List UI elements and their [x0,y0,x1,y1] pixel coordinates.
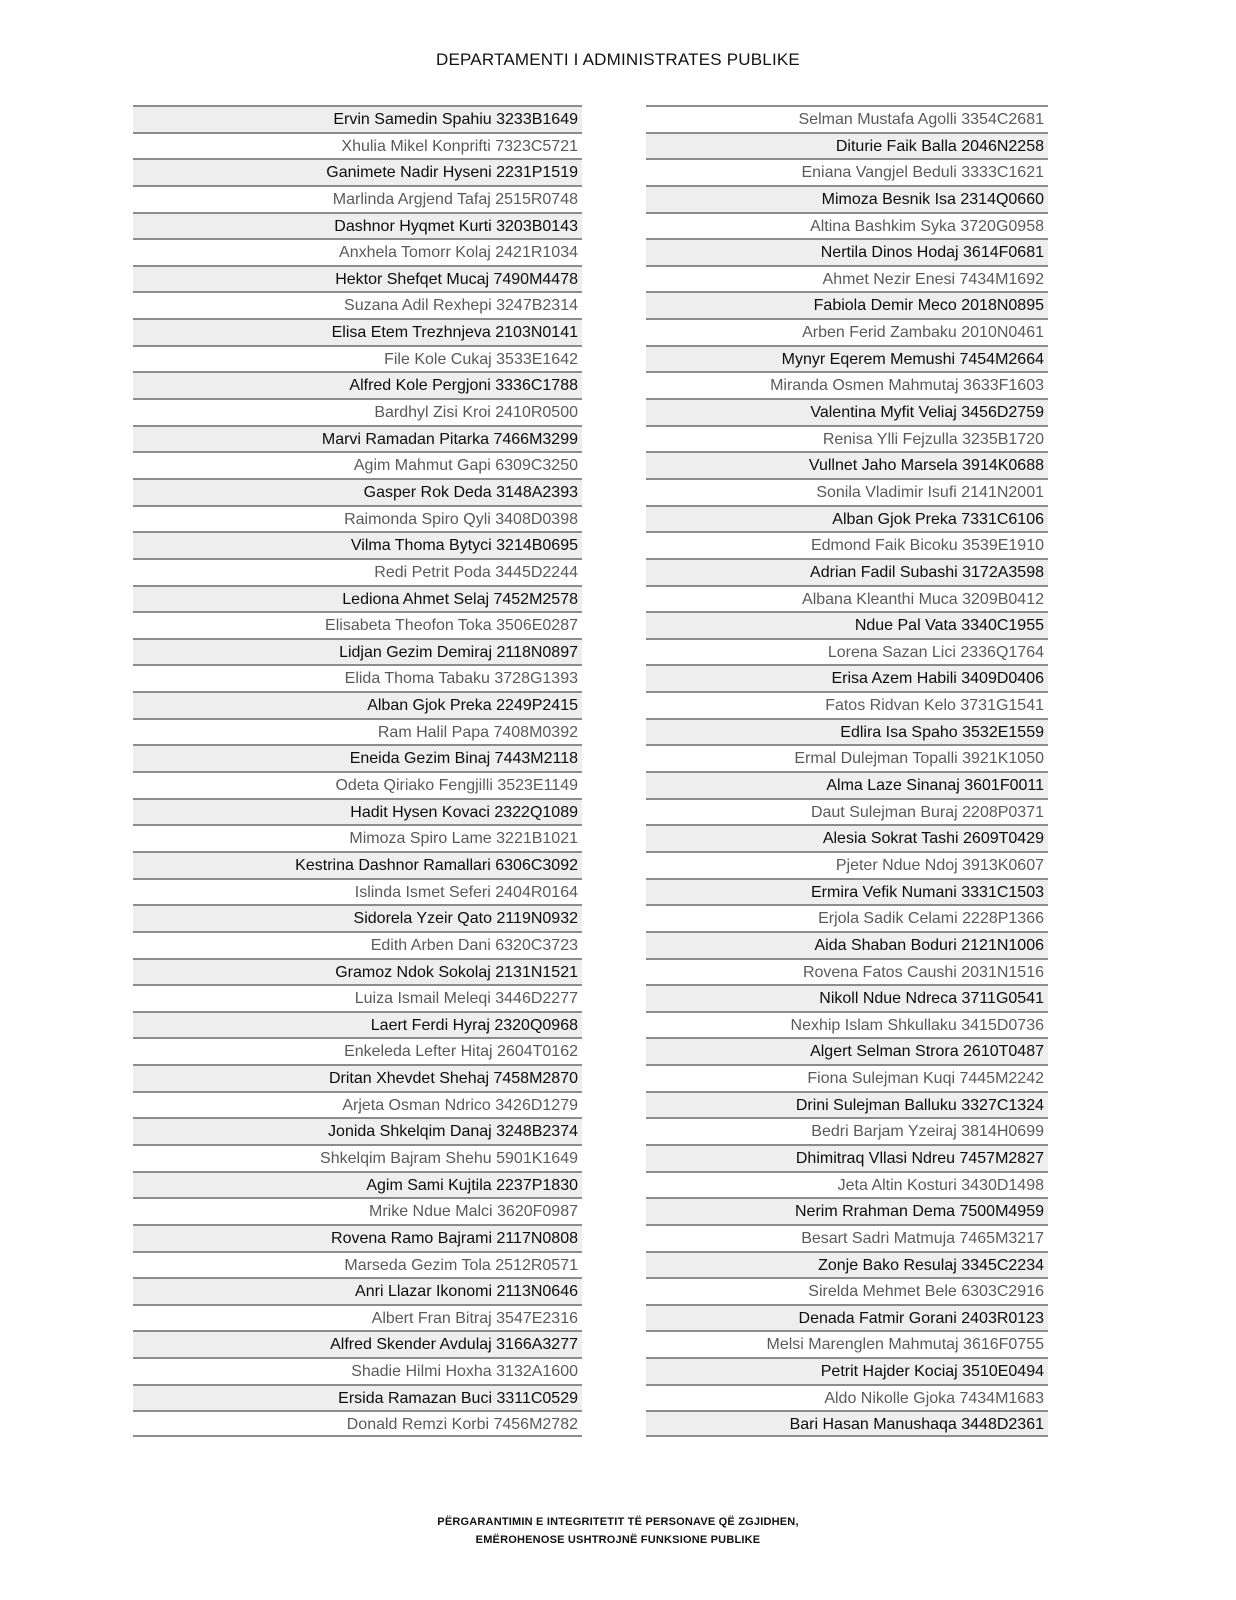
list-item: Sirelda Mehmet Bele 6303C2916 [646,1277,1048,1304]
list-item: Rovena Ramo Bajrami 2117N0808 [133,1224,582,1251]
list-item: Arben Ferid Zambaku 2010N0461 [646,318,1048,345]
list-item: Elisa Etem Trezhnjeva 2103N0141 [133,318,582,345]
list-item: Alfred Skender Avdulaj 3166A3277 [133,1330,582,1357]
left-name-list [133,105,582,1437]
list-item: Nertila Dinos Hodaj 3614F0681 [646,238,1048,265]
list-item: Elisabeta Theofon Toka 3506E0287 [133,611,582,638]
list-item: Ndue Pal Vata 3340C1955 [646,611,1048,638]
list-item: Bardhyl Zisi Kroi 2410R0500 [133,398,582,425]
list-item: Denada Fatmir Gorani 2403R0123 [646,1304,1048,1331]
list-item: Petrit Hajder Kociaj 3510E0494 [646,1357,1048,1384]
list-item: Sonila Vladimir Isufi 2141N2001 [646,478,1048,505]
list-item: Ervin Samedin Spahiu 3233B1649 [133,105,582,132]
list-item: Fatos Ridvan Kelo 3731G1541 [646,691,1048,718]
footer-line-2: EMËROHENOSE USHTROJNË FUNKSIONE PUBLIKE [475,1534,761,1546]
list-item: Sidorela Yzeir Qato 2119N0932 [133,904,582,931]
list-item: Mimoza Besnik Isa 2314Q0660 [646,185,1048,212]
list-item: Miranda Osmen Mahmutaj 3633F1603 [646,371,1048,398]
list-item: Ermira Vefik Numani 3331C1503 [646,878,1048,905]
list-item: Odeta Qiriako Fengjilli 3523E1149 [133,771,582,798]
list-item: Marvi Ramadan Pitarka 7466M3299 [133,425,582,452]
list-item: Agim Sami Kujtila 2237P1830 [133,1171,582,1198]
list-item: Selman Mustafa Agolli 3354C2681 [646,105,1048,132]
list-item: Marlinda Argjend Tafaj 2515R0748 [133,185,582,212]
list-item: Bari Hasan Manushaqa 3448D2361 [646,1410,1048,1437]
list-item: Raimonda Spiro Qyli 3408D0398 [133,505,582,532]
list-item: Albana Kleanthi Muca 3209B0412 [646,585,1048,612]
list-item: Erjola Sadik Celami 2228P1366 [646,904,1048,931]
list-item: Arjeta Osman Ndrico 3426D1279 [133,1091,582,1118]
list-item: Albert Fran Bitraj 3547E2316 [133,1304,582,1331]
list-item: Algert Selman Strora 2610T0487 [646,1037,1048,1064]
list-item: Drini Sulejman Balluku 3327C1324 [646,1091,1048,1118]
list-item: Rovena Fatos Caushi 2031N1516 [646,958,1048,985]
list-item: Daut Sulejman Buraj 2208P0371 [646,798,1048,825]
list-item: Dritan Xhevdet Shehaj 7458M2870 [133,1064,582,1091]
list-item: Suzana Adil Rexhepi 3247B2314 [133,291,582,318]
list-item: Erisa Azem Habili 3409D0406 [646,664,1048,691]
list-item: Shadie Hilmi Hoxha 3132A1600 [133,1357,582,1384]
list-item: Nerim Rrahman Dema 7500M4959 [646,1197,1048,1224]
list-item: Luiza Ismail Meleqi 3446D2277 [133,984,582,1011]
list-item: Ram Halil Papa 7408M0392 [133,718,582,745]
list-item: Altina Bashkim Syka 3720G0958 [646,212,1048,239]
page-footer [0,1513,1236,1549]
list-item: Eniana Vangjel Beduli 3333C1621 [646,158,1048,185]
list-item: Edlira Isa Spaho 3532E1559 [646,718,1048,745]
list-item: Shkelqim Bajram Shehu 5901K1649 [133,1144,582,1171]
list-item: Gramoz Ndok Sokolaj 2131N1521 [133,958,582,985]
list-item: Alfred Kole Pergjoni 3336C1788 [133,371,582,398]
list-item: Donald Remzi Korbi 7456M2782 [133,1410,582,1437]
list-item: Hektor Shefqet Mucaj 7490M4478 [133,265,582,292]
list-item: Elida Thoma Tabaku 3728G1393 [133,664,582,691]
list-item: File Kole Cukaj 3533E1642 [133,345,582,372]
list-item: Valentina Myfit Veliaj 3456D2759 [646,398,1048,425]
list-item: Aida Shaban Boduri 2121N1006 [646,931,1048,958]
list-item: Hadit Hysen Kovaci 2322Q1089 [133,798,582,825]
list-item: Alma Laze Sinanaj 3601F0011 [646,771,1048,798]
footer-line-1: PËRGARANTIMIN E INTEGRITETIT TË PERSONAVE QË ZGJIDHEN, [437,1516,799,1528]
list-item: Nexhip Islam Shkullaku 3415D0736 [646,1011,1048,1038]
list-item: Kestrina Dashnor Ramallari 6306C3092 [133,851,582,878]
list-item: Eneida Gezim Binaj 7443M2118 [133,744,582,771]
list-item: Diturie Faik Balla 2046N2258 [646,132,1048,159]
list-item: Marseda Gezim Tola 2512R0571 [133,1251,582,1278]
list-item: Fiona Sulejman Kuqi 7445M2242 [646,1064,1048,1091]
list-item: Bedri Barjam Yzeiraj 3814H0699 [646,1117,1048,1144]
list-item: Vullnet Jaho Marsela 3914K0688 [646,451,1048,478]
page-title: DEPARTAMENTI I ADMINISTRATES PUBLIKE [436,50,800,69]
list-item: Dhimitraq Vllasi Ndreu 7457M2827 [646,1144,1048,1171]
list-item: Redi Petrit Poda 3445D2244 [133,558,582,585]
list-item: Islinda Ismet Seferi 2404R0164 [133,878,582,905]
list-item: Jonida Shkelqim Danaj 3248B2374 [133,1117,582,1144]
list-item: Lediona Ahmet Selaj 7452M2578 [133,585,582,612]
list-item: Agim Mahmut Gapi 6309C3250 [133,451,582,478]
list-item: Dashnor Hyqmet Kurti 3203B0143 [133,212,582,239]
list-item: Vilma Thoma Bytyci 3214B0695 [133,531,582,558]
list-item: Mimoza Spiro Lame 3221B1021 [133,824,582,851]
list-item: Aldo Nikolle Gjoka 7434M1683 [646,1384,1048,1411]
list-item: Anri Llazar Ikonomi 2113N0646 [133,1277,582,1304]
list-item: Pjeter Ndue Ndoj 3913K0607 [646,851,1048,878]
list-item: Gasper Rok Deda 3148A2393 [133,478,582,505]
list-item: Alban Gjok Preka 7331C6106 [646,505,1048,532]
list-item: Besart Sadri Matmuja 7465M3217 [646,1224,1048,1251]
list-item: Enkeleda Lefter Hitaj 2604T0162 [133,1037,582,1064]
list-item: Renisa Ylli Fejzulla 3235B1720 [646,425,1048,452]
list-item: Edith Arben Dani 6320C3723 [133,931,582,958]
list-item: Lorena Sazan Lici 2336Q1764 [646,638,1048,665]
list-item: Lidjan Gezim Demiraj 2118N0897 [133,638,582,665]
list-item: Ersida Ramazan Buci 3311C0529 [133,1384,582,1411]
list-item: Adrian Fadil Subashi 3172A3598 [646,558,1048,585]
list-item: Mynyr Eqerem Memushi 7454M2664 [646,345,1048,372]
list-item: Ahmet Nezir Enesi 7434M1692 [646,265,1048,292]
list-item: Alban Gjok Preka 2249P2415 [133,691,582,718]
list-item: Mrike Ndue Malci 3620F0987 [133,1197,582,1224]
list-item: Ganimete Nadir Hyseni 2231P1519 [133,158,582,185]
list-item: Alesia Sokrat Tashi 2609T0429 [646,824,1048,851]
list-item: Zonje Bako Resulaj 3345C2234 [646,1251,1048,1278]
list-item: Laert Ferdi Hyraj 2320Q0968 [133,1011,582,1038]
right-name-list [646,105,1048,1437]
list-item: Nikoll Ndue Ndreca 3711G0541 [646,984,1048,1011]
list-item: Fabiola Demir Meco 2018N0895 [646,291,1048,318]
list-item: Jeta Altin Kosturi 3430D1498 [646,1171,1048,1198]
list-item: Xhulia Mikel Konprifti 7323C5721 [133,132,582,159]
list-item: Anxhela Tomorr Kolaj 2421R1034 [133,238,582,265]
list-item: Edmond Faik Bicoku 3539E1910 [646,531,1048,558]
list-item: Ermal Dulejman Topalli 3921K1050 [646,744,1048,771]
list-item: Melsi Marenglen Mahmutaj 3616F0755 [646,1330,1048,1357]
